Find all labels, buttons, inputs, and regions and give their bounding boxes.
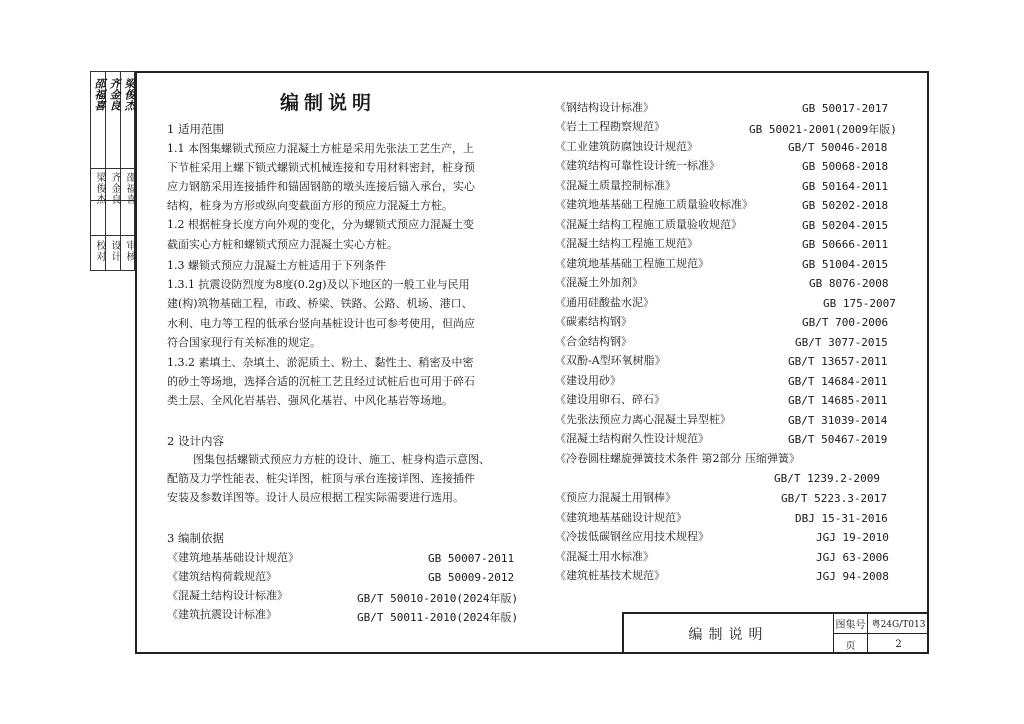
reference-name: 《建筑抗震设计标准》 [167, 608, 277, 621]
reference-code: GB 8076-2008 [809, 277, 889, 290]
reference-code: GB/T 14684-2011 [788, 375, 888, 388]
reference-code: GB 50202-2018 [802, 199, 889, 212]
reference-name: 《碳素结构钢》 [555, 315, 632, 328]
reference-name: 《岩土工程勘察规范》 [555, 120, 665, 133]
reference-name: 《先张法预应力离心混凝土异型桩》 [555, 413, 731, 426]
reference-name: 《混凝土结构耐久性设计规范》 [555, 432, 709, 445]
reference-name: 《建筑地基基础设计规范》 [555, 511, 687, 524]
paragraph-line: 截面实心方桩和螺锁式预应力混凝土实心方桩。 [167, 238, 398, 251]
name-liang: 梁俊杰 [94, 172, 105, 205]
reference-code: GB 50007-2011 [428, 552, 515, 565]
reference-code: GB/T 3077-2015 [795, 336, 888, 349]
reference-name: 《合金结构钢》 [555, 335, 632, 348]
paragraph-line: 应力钢筋采用连接插件和锚固钢筋的墩头连接后锚入承台，实心 [167, 180, 475, 193]
reference-code: GB 50666-2011 [802, 238, 889, 251]
paragraph-line: 类土层、全风化岩基岩、强风化基岩、中风化基岩等场地。 [167, 394, 453, 407]
reference-code: DBJ 15-31-2016 [795, 512, 888, 525]
reference-name: 《建筑地基基础设计规范》 [167, 551, 299, 564]
reference-name: 《通用硅酸盐水泥》 [555, 296, 654, 309]
reference-name: 《建筑结构可靠性设计统一标准》 [555, 159, 720, 172]
reference-code: GB/T 50046-2018 [788, 141, 888, 154]
paragraph-line: 水利、电力等工程的低承台竖向基桩设计也可参考使用，但尚应 [167, 317, 475, 330]
reference-name: 《工业建筑防腐蚀设计规范》 [555, 140, 698, 153]
paragraph-line: 1.3 螺锁式预应力混凝土方桩适用于下列条件 [167, 259, 386, 272]
reference-name: 《建设用砂》 [555, 374, 621, 387]
reference-code: GB/T 31039-2014 [788, 414, 888, 427]
reference-code: GB 50204-2015 [802, 219, 889, 232]
reference-name: 《混凝土质量控制标准》 [555, 179, 676, 192]
reference-code: GB/T 700-2006 [802, 316, 889, 329]
paragraph-line: 的砂土等场地，选择合适的沉桩工艺且经过试桩后也可用于碎石 [167, 375, 475, 388]
reference-code: JGJ 63-2006 [816, 551, 889, 564]
paragraph-line: 1.3.1 抗震设防烈度为8度(0.2g)及以下地区的一般工业与民用 [167, 278, 470, 291]
role-check: 校对 [94, 240, 105, 262]
reference-name: 《混凝土用水标准》 [555, 550, 654, 563]
page-number: 2 [895, 638, 902, 650]
reference-name: 《冷拔低碳钢丝应用技术规程》 [555, 530, 709, 543]
reference-name: 《混凝土结构设计标准》 [167, 589, 288, 602]
paragraph-line: 1.1 本图集螺锁式预应力混凝土方桩是采用先张法工艺生产，上 [167, 142, 474, 155]
paragraph-line: 1.3.2 素填土、杂填土、淤泥质土、粉土、黏性土、稍密及中密 [167, 356, 474, 369]
page-title: 编制说明 [280, 92, 377, 114]
signature-column [90, 71, 135, 271]
role-review: 审核 [124, 240, 135, 262]
title-block [622, 612, 929, 654]
reference-name: 《建筑结构荷载规范》 [167, 570, 277, 583]
reference-name: 《冷卷圆柱螺旋弹簧技术条件 第2部分 压缩弹簧》 [555, 452, 800, 465]
reference-code: JGJ 19-2010 [816, 531, 889, 544]
reference-name: 《混凝土结构工程施工质量验收规范》 [555, 218, 742, 231]
paragraph-line: 建(构)筑物基础工程，市政、桥梁、铁路、公路、机场、港口、 [167, 297, 473, 310]
reference-name: 《建筑地基基础工程施工质量验收标准》 [555, 198, 753, 211]
name-shao: 邵福喜 [124, 172, 135, 205]
reference-code: GB/T 50467-2019 [788, 433, 888, 446]
reviewer-signature: 邵福喜 [93, 78, 106, 111]
paragraph-line: 下节桩采用上螺下锁式螺锁式机械连接和专用材料密封，桩身预 [167, 161, 475, 174]
page-label: 页 [834, 634, 868, 654]
reference-code: GB/T 50011-2010(2024年版) [357, 611, 519, 624]
paragraph-line: 符合国家现行有关标准的规定。 [167, 336, 321, 349]
reference-name: 《钢结构设计标准》 [555, 101, 654, 114]
paragraph-line: 配筋及力学性能表、桩尖详图，桩顶与承台连接详图、连接插件 [167, 472, 475, 485]
paragraph-line: 1.2 根据桩身长度方向外观的变化，分为螺锁式预应力混凝土变 [167, 218, 474, 231]
reference-name: 《双酚-A型环氧树脂》 [555, 354, 666, 367]
checker-signature: 梁俊杰 [123, 78, 136, 111]
reference-code: GB/T 14685-2011 [788, 394, 888, 407]
reference-code: GB 50009-2012 [428, 571, 515, 584]
reference-name: 《预应力混凝土用钢棒》 [555, 491, 676, 504]
reference-code: GB 175-2007 [823, 297, 896, 310]
reference-code: GB/T 1239.2-2009 [774, 472, 880, 485]
title-block-name: 编制说明 [624, 614, 834, 654]
reference-code: GB 50017-2017 [802, 102, 889, 115]
reference-name: 《建筑桩基技术规范》 [555, 569, 665, 582]
paragraph-line: 安装及参数详图等。设计人员应根据工程实际需要进行选用。 [167, 491, 464, 504]
reference-code: GB/T 5223.3-2017 [781, 492, 887, 505]
paragraph-line: 结构，桩身为方形或纵向变截面方形的预应力混凝土方桩。 [167, 199, 453, 212]
atlas-label: 图集号 [834, 614, 868, 634]
section-1-heading: 1 适用范围 [167, 122, 224, 136]
reference-name: 《混凝土结构工程施工规范》 [555, 237, 698, 250]
designer-signature: 齐金良 [108, 78, 121, 111]
reference-name: 《建设用卵石、碎石》 [555, 393, 665, 406]
reference-code: GB 50068-2018 [802, 160, 889, 173]
section-2-heading: 2 设计内容 [167, 434, 224, 448]
paragraph-line: 图集包括螺锁式预应力方桩的设计、施工、桩身构造示意图、 [193, 453, 490, 466]
reference-code: GB 50164-2011 [802, 180, 889, 193]
reference-code: GB/T 13657-2011 [788, 355, 888, 368]
atlas-number: 粤24G/T013 [868, 614, 929, 634]
reference-code: JGJ 94-2008 [816, 570, 889, 583]
name-qi: 齐金良 [109, 172, 120, 205]
section-3-heading: 3 编制依据 [167, 531, 224, 545]
role-design: 设计 [109, 240, 120, 262]
reference-name: 《建筑地基基础工程施工规范》 [555, 257, 709, 270]
reference-code: GB 50021-2001(2009年版) [749, 123, 897, 136]
reference-code: GB 51004-2015 [802, 258, 889, 271]
reference-name: 《混凝土外加剂》 [555, 276, 643, 289]
reference-code: GB/T 50010-2010(2024年版) [357, 592, 519, 605]
